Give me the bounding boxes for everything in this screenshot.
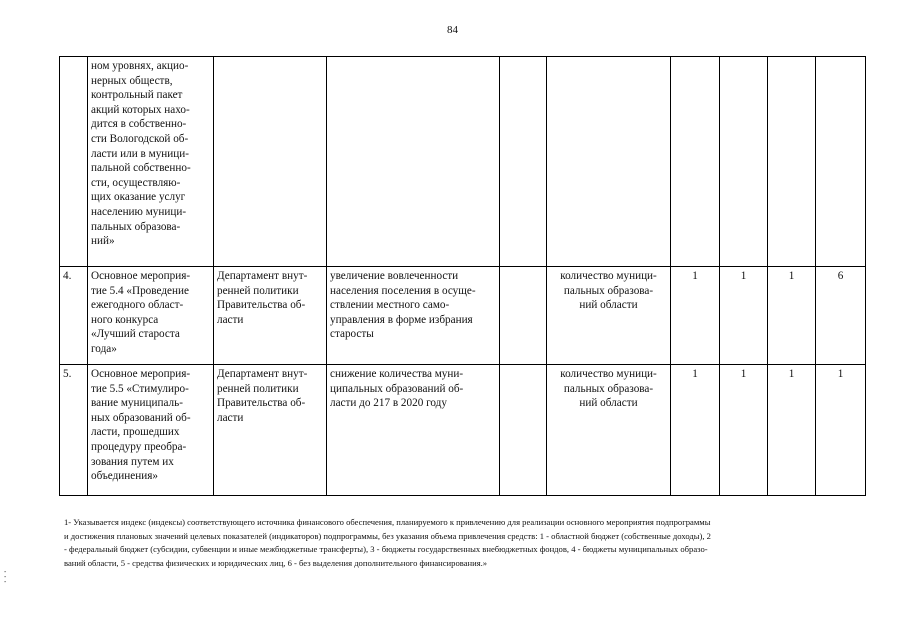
measure-name — [88, 57, 214, 267]
executor — [214, 57, 327, 267]
indicator — [547, 57, 671, 267]
value-cell — [720, 57, 768, 267]
measure-name-text: Основное мероприя- тие 5.4 «Проведение ежегодного област- ного конкурса «Лучший староста года» — [91, 270, 191, 355]
value-cell — [768, 57, 816, 267]
margin-mark: - - - — [4, 569, 7, 586]
table-row — [60, 57, 866, 267]
measure-name-text: ном уровнях, акцио- нерных обществ, контрольный пакет акций которых нахо- дится в собственно- сти Вологодской об- ласти или в муници- пальной собственно- сти, осуществляю- щих оказание услуг населению муници- пальных образова- ний» — [91, 60, 191, 248]
value-cell: 1 — [768, 267, 816, 365]
row-number — [60, 57, 88, 267]
indicator: количество муници- пальных образова- ний области — [547, 267, 671, 365]
measure-name — [88, 365, 214, 496]
empty-cell — [500, 267, 547, 365]
value-cell: 1 — [768, 365, 816, 496]
measure-name-text: Основное мероприя- тие 5.5 «Стимулиро- вание муниципаль- ных образований об- ласти, прошедших процедуру преобра- зования путем их объединения» — [91, 368, 191, 483]
value-cell: 1 — [671, 365, 720, 496]
executor: Департамент внут- ренней политики Правительства об- ласти — [214, 365, 327, 496]
table-row — [60, 267, 866, 365]
measure-name — [88, 267, 214, 365]
value-cell: 1 — [816, 365, 866, 496]
footnote-text: 1- Указывается индекс (индексы) соответствующего источника финансового обеспечения, планируемого к привлечению для реализации основного мероприятия подпрограммы и достижения плановых значений целевых показателей (индикаторов) подпрограммы, без указания объема привлечения средств: 1 - областной бюджет (собственные доходы), 2 - федеральный бюджет (субсидии, субвенции и иные межбюджетные трансферты), 3 - бюджеты государственных внебюджетных фондов, 4 - бюджеты муниципальных образо- ваний области, 5 - средства физических и юридических лиц, 6 - без выделения дополнительного финансирования.» — [64, 517, 711, 568]
row-number: 4. — [60, 267, 88, 365]
value-cell: 6 — [816, 267, 866, 365]
empty-cell — [500, 57, 547, 267]
executor: Департамент внут- ренней политики Правительства об- ласти — [214, 267, 327, 365]
value-cell — [816, 57, 866, 267]
expected-result: снижение количества муни- ципальных образований об- ласти до 217 в 2020 году — [327, 365, 500, 496]
indicator: количество муници- пальных образова- ний области — [547, 365, 671, 496]
value-cell — [671, 57, 720, 267]
measures-table — [59, 56, 866, 496]
empty-cell — [500, 365, 547, 496]
expected-result — [327, 57, 500, 267]
table-row — [60, 365, 866, 496]
page-number: 84 — [447, 24, 458, 36]
row-number: 5. — [60, 365, 88, 496]
value-cell: 1 — [720, 365, 768, 496]
value-cell: 1 — [720, 267, 768, 365]
value-cell: 1 — [671, 267, 720, 365]
footnote — [64, 516, 872, 570]
expected-result: увеличение вовлеченности населения поселения в осуще- ствлении местного само- управления в форме избрания старосты — [327, 267, 500, 365]
